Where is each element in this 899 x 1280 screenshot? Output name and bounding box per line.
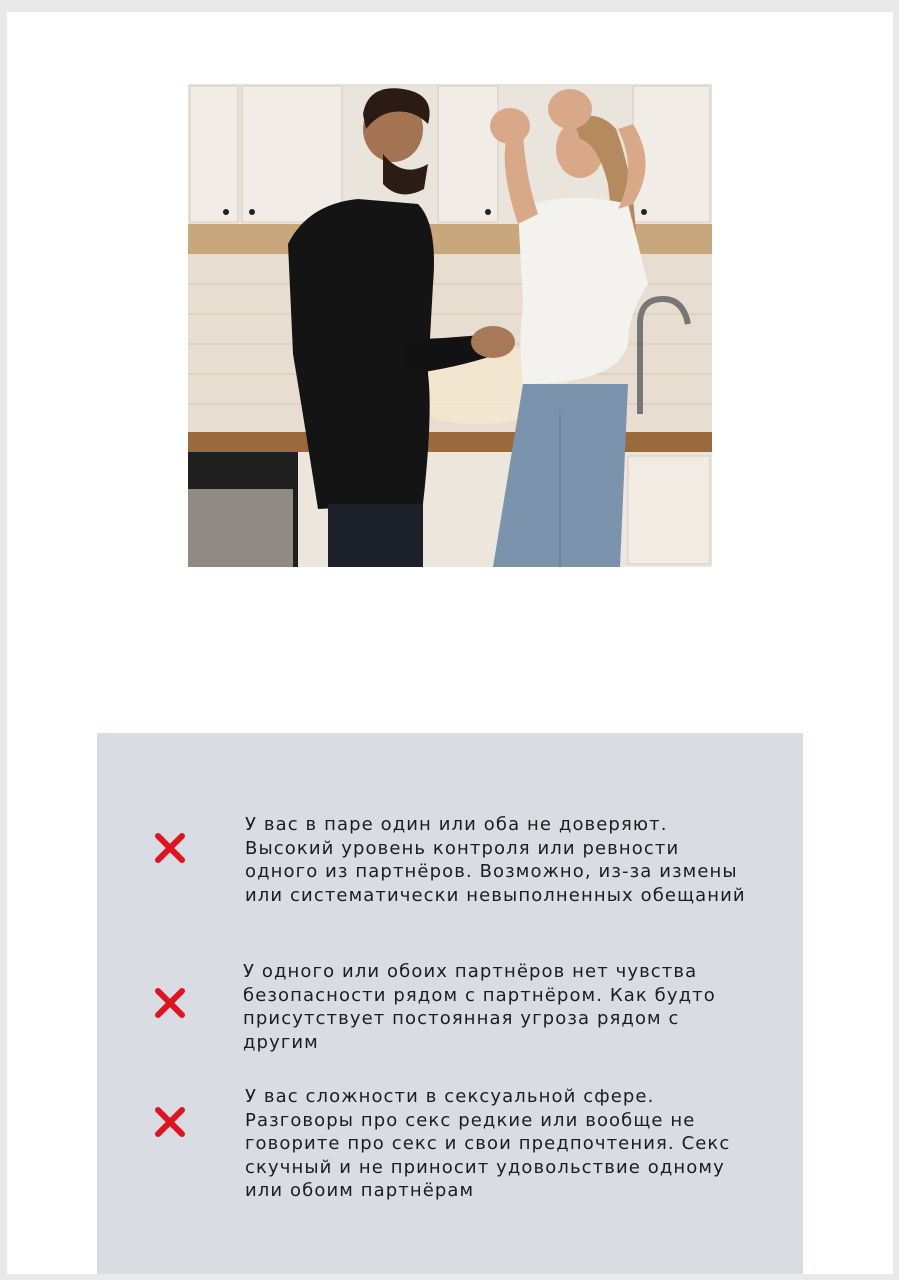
couple-argument-photo <box>188 84 712 567</box>
warning-text: У одного или обоих партнёров нет чувства безопасности рядом с партнёром. Как будто присутствует постоянная угроза рядом с другим <box>243 961 716 1053</box>
document-page <box>7 12 893 1274</box>
warning-text: У вас сложности в сексуальной сфере. Разговоры про секс редкие или вообще не говорите про секс и свои предпочтения. Секс скучный и не приносит удовольствие одному или обоим партнёрам <box>245 1086 731 1201</box>
photo-illustration <box>188 84 712 567</box>
red-cross-icon <box>153 1105 187 1139</box>
red-cross-icon <box>153 986 187 1020</box>
warning-text: У вас в паре один или оба не доверяют. Высокий уровень контроля или ревности одного из партнёров. Возможно, из-за измены или систематически невыполненных обещаний <box>245 814 746 906</box>
warning-signs-panel <box>97 733 803 1274</box>
red-cross-icon <box>153 831 187 865</box>
